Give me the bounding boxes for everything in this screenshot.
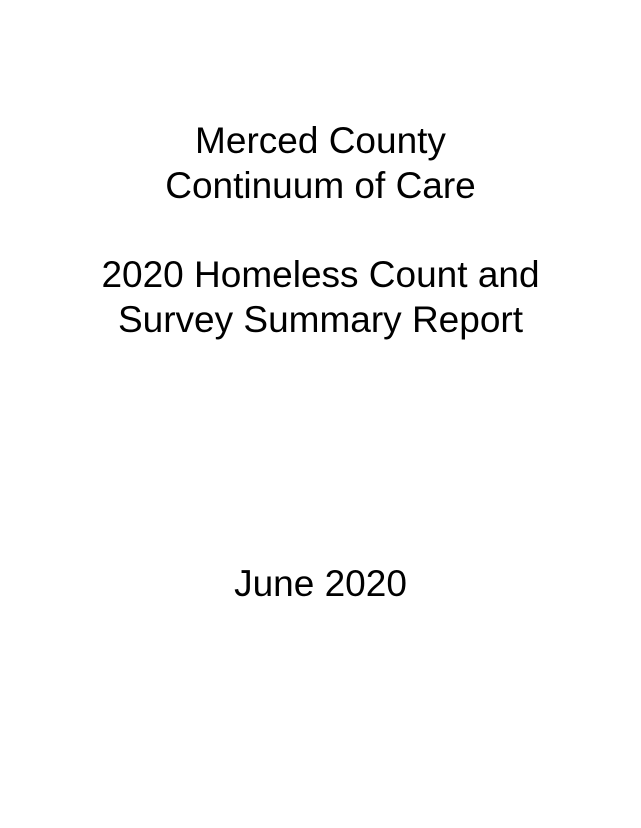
- report-title-line-2: Survey Summary Report: [117, 299, 524, 340]
- organization-subtitle: Continuum of Care: [165, 165, 476, 206]
- report-title: [0, 252, 641, 342]
- report-title-line-1: 2020 Homeless Count and: [101, 254, 540, 295]
- organization-title: [0, 118, 641, 208]
- report-date: June 2020: [234, 563, 407, 604]
- organization-name: Merced County: [195, 120, 446, 161]
- report-date-block: [0, 561, 641, 606]
